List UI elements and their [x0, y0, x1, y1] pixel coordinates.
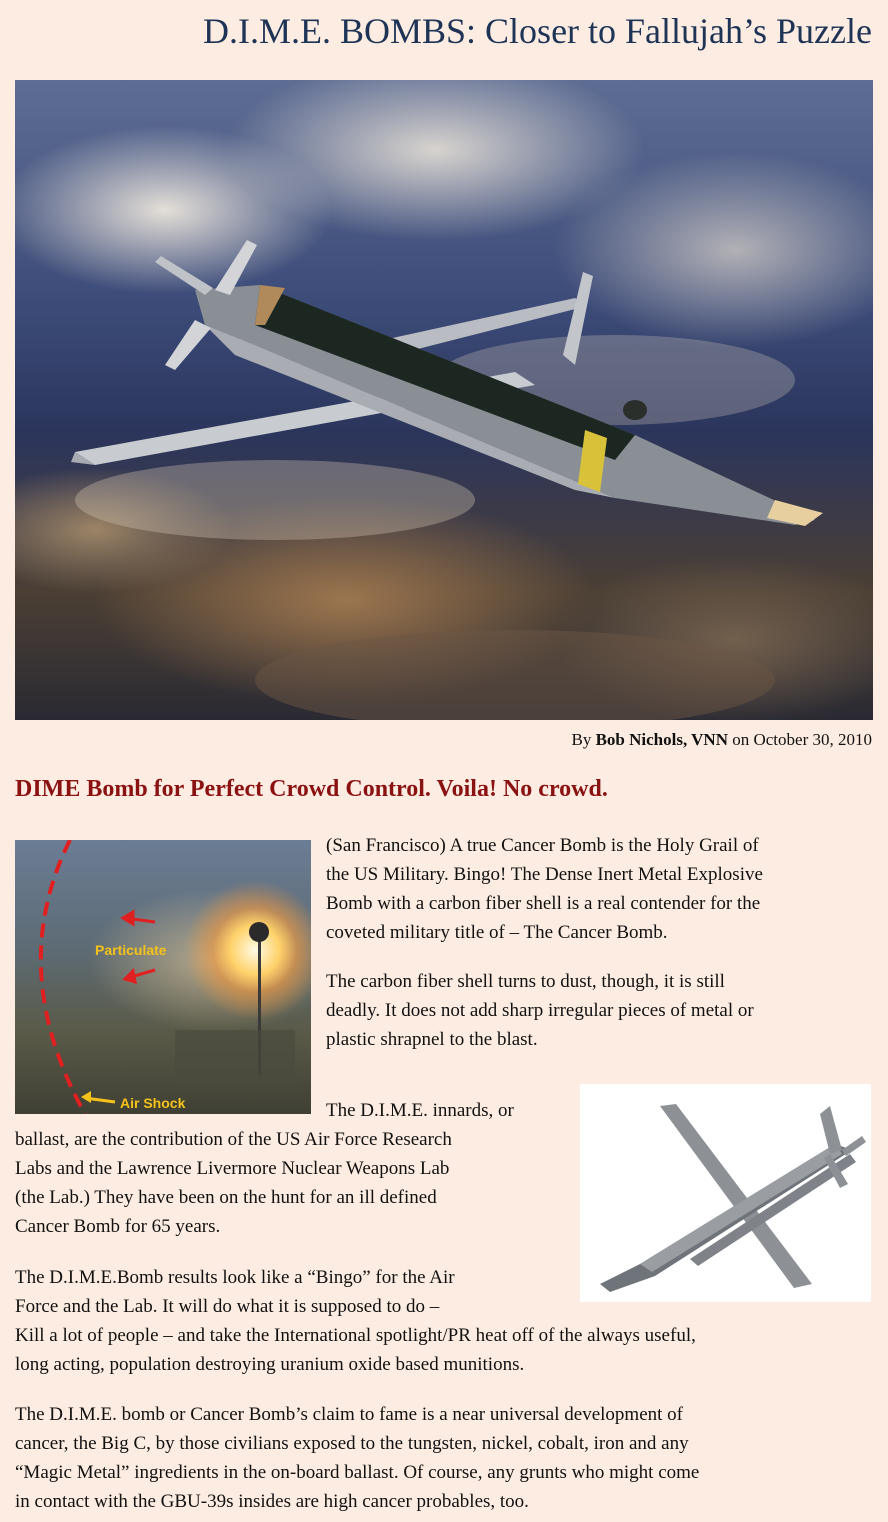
text-line: Kill a lot of people – and take the International spotlight/PR heat off of the always useful,: [15, 1325, 696, 1346]
text-line: the US Military. Bingo! The Dense Inert Metal Explosive: [326, 864, 763, 885]
byline: [571, 730, 872, 750]
air-shock-label: Air Shock: [120, 1095, 186, 1111]
text-line: (San Francisco) A true Cancer Bomb is the Holy Grail of: [326, 835, 759, 856]
text-line: plastic shrapnel to the blast.: [326, 1029, 538, 1050]
text-line: in contact with the GBU-39s insides are high cancer probables, too.: [15, 1491, 529, 1512]
paragraph-3: [15, 1096, 514, 1241]
text-line: coveted military title of – The Cancer Bomb.: [326, 922, 668, 943]
text-line: cancer, the Big C, by those civilians exposed to the tungsten, nickel, cobalt, iron and any: [15, 1433, 689, 1454]
text-line: The carbon fiber shell turns to dust, though, it is still: [326, 971, 725, 992]
byline-prefix: By: [571, 730, 596, 749]
text-line: Force and the Lab. It will do what it is supposed to do –: [15, 1296, 440, 1317]
text-line: (the Lab.) They have been on the hunt for an ill defined: [15, 1187, 437, 1208]
paragraph-2: [326, 967, 754, 1054]
text-line: The D.I.M.E. innards, or: [326, 1100, 514, 1121]
text-line: Cancer Bomb for 65 years.: [15, 1216, 221, 1237]
page-title: D.I.M.E. BOMBS: Closer to Fallujah’s Puzzle: [203, 11, 872, 51]
hero-bomb-image: [15, 80, 873, 720]
article-subhead: DIME Bomb for Perfect Crowd Control. Voila! No crowd.: [15, 776, 608, 802]
byline-date: October 30, 2010: [753, 730, 872, 749]
text-line: The D.I.M.E. bomb or Cancer Bomb’s claim to fame is a near universal development of: [15, 1404, 683, 1425]
text-line: “Magic Metal” ingredients in the on-board ballast. Of course, any grunts who might come: [15, 1462, 700, 1483]
text-line: Bomb with a carbon fiber shell is a real contender for the: [326, 893, 761, 914]
particulate-label: Particulate: [95, 942, 167, 958]
text-line: deadly. It does not add sharp irregular pieces of metal or: [326, 1000, 754, 1021]
paragraph-4: [15, 1263, 696, 1379]
text-line: The D.I.M.E.Bomb results look like a “Bingo” for the Air: [15, 1267, 455, 1288]
text-line: ballast, are the contribution of the US Air Force Research: [15, 1129, 452, 1150]
text-line: Labs and the Lawrence Livermore Nuclear Weapons Lab: [15, 1158, 450, 1179]
byline-middle: on: [727, 730, 754, 749]
paragraph-5: [15, 1400, 699, 1516]
byline-author: Bob Nichols, VNN: [595, 730, 728, 749]
paragraph-1: [326, 831, 763, 947]
text-line: long acting, population destroying uranium oxide based munitions.: [15, 1354, 525, 1375]
blast-diagram-image: [15, 840, 311, 1114]
